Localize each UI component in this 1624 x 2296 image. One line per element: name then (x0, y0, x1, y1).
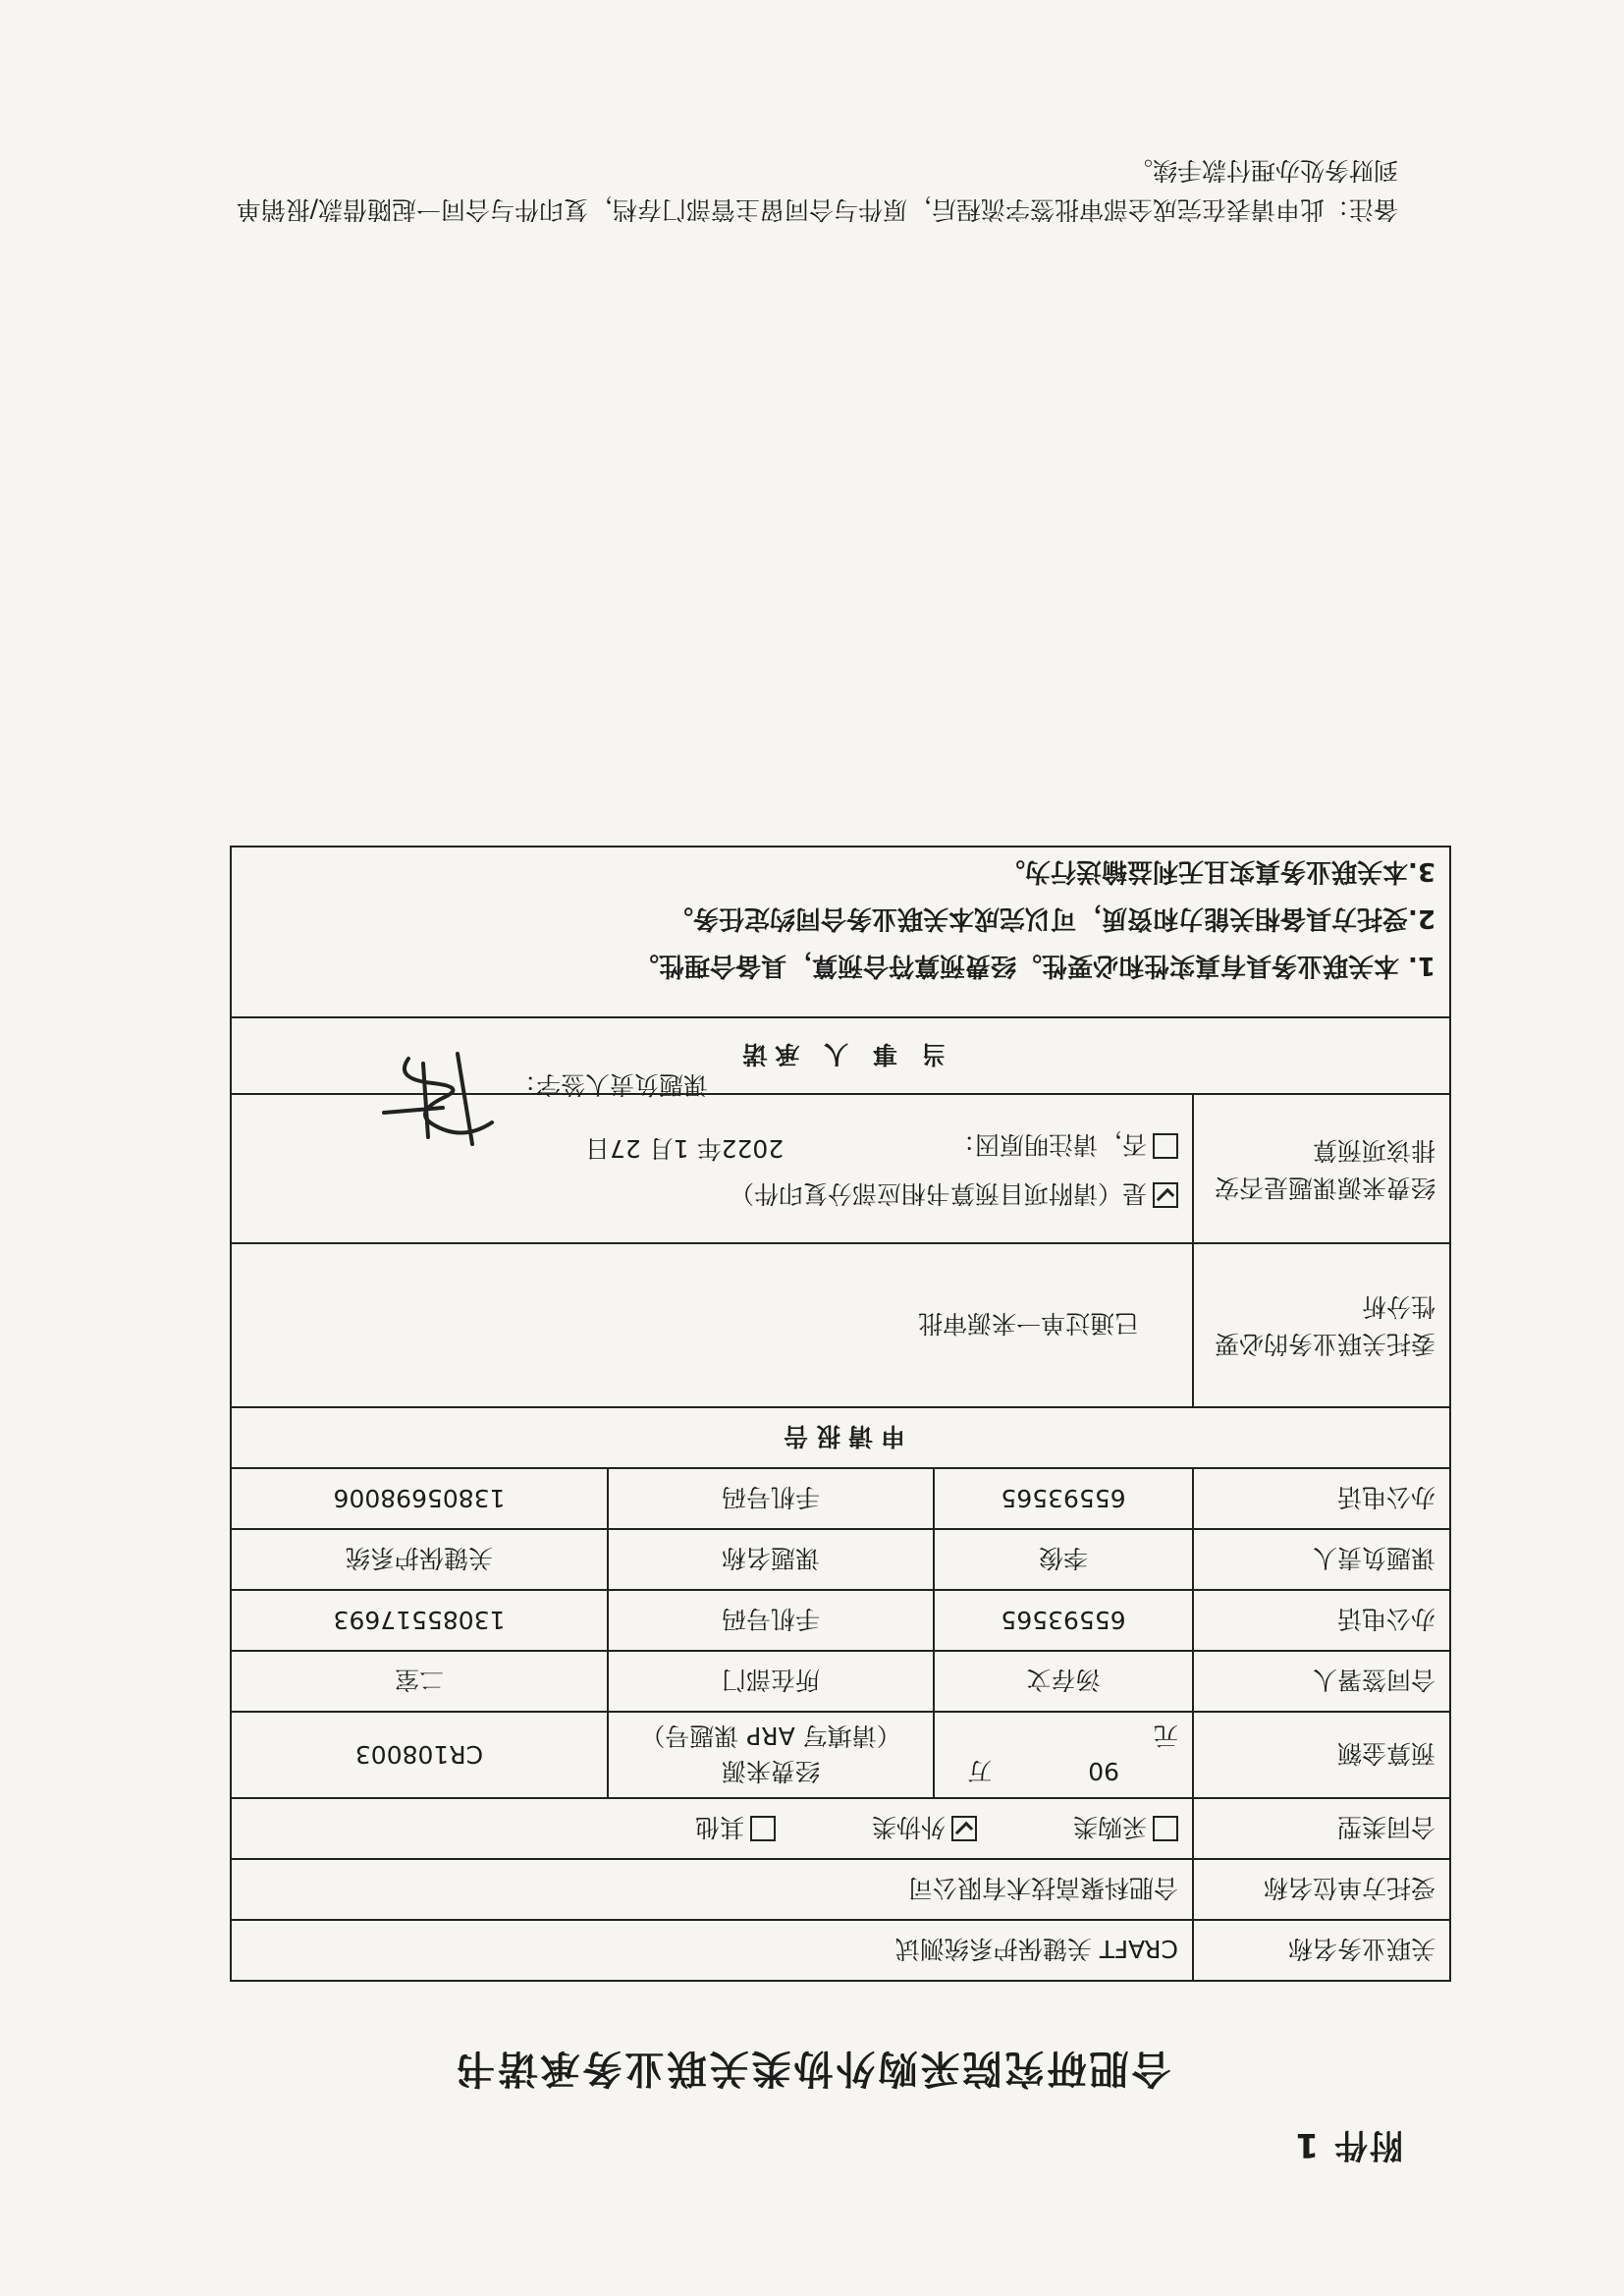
label-budget: 预算金额 (1193, 1712, 1450, 1798)
option-other[interactable]: 其他 (695, 1811, 776, 1846)
label-business-name: 关联业务名称 (1193, 1920, 1450, 1981)
option-funding-no[interactable]: 否，请注明原因： (245, 1120, 1178, 1169)
row-application-title (231, 1407, 1450, 1468)
value-necessity: 已通过单一来源审批 (231, 1243, 1193, 1407)
value-signer-office-phone: 65593565 (934, 1590, 1193, 1651)
pledge-item-3: 3.本关联业务真实且无利益输送行为。 (1000, 856, 1435, 886)
label-funding-check: 经费来源课题是否安排该项预算 (1193, 1094, 1450, 1243)
value-entrusted-unit: 合肥科聚高技术有限公司 (231, 1859, 1193, 1920)
label-leader-office-phone: 办公电话 (1193, 1468, 1450, 1529)
value-business-name: CRAFT 关键保护系统测试 (231, 1920, 1193, 1981)
label-dept: 所在部门 (608, 1651, 934, 1712)
row-project-leader (231, 1529, 1450, 1590)
row-business-name (231, 1920, 1450, 1981)
document-title: 合肥研究院采购外协类关联业务承诺书 (453, 2046, 1171, 2091)
signature-date: 2022年 1月 27日 (584, 1134, 785, 1163)
handwritten-signature (374, 1044, 502, 1152)
value-dept: 二室 (231, 1651, 608, 1712)
row-signer (231, 1651, 1450, 1712)
remark-note: 备注：此申请表在完成全部审批签字流程后，原件与合同留主管部门存档，复印件与合同一起随借款/报销单到财务处办理付款手续。 (236, 156, 1398, 224)
label-funding-source: 经费来源 （请填写 ARP 课题号） (608, 1712, 934, 1798)
label-signer: 合同签署人 (1193, 1651, 1450, 1712)
checkbox-purchase[interactable] (1153, 1816, 1178, 1841)
label-office-phone: 办公电话 (1193, 1590, 1450, 1651)
row-leader-phone (231, 1468, 1450, 1529)
label-mobile: 手机号码 (608, 1590, 934, 1651)
label-project-leader: 课题负责人 (1193, 1529, 1450, 1590)
pledge-item-1: 1. 本关联业务具有真实性和必要性。经费预算符合预算，具备合理性。 (632, 951, 1435, 980)
label-project-name: 课题名称 (608, 1529, 934, 1590)
pledge-form-table (230, 846, 1451, 1982)
value-project-leader: 李俊 (934, 1529, 1193, 1590)
section-pledge-title: 当 事 人 承诺 (231, 1017, 1450, 1094)
label-entrusted-unit: 受托方单位名称 (1193, 1859, 1450, 1920)
value-signer-mobile: 13085517693 (231, 1590, 608, 1651)
value-budget (934, 1712, 1193, 1798)
signature-block (232, 847, 1449, 1383)
funding-source-hint: （请填写 ARP 课题号） (640, 1722, 901, 1750)
option-funding-yes[interactable]: 是（请附项目预算书相应部分复印件） (245, 1169, 1178, 1218)
label-leader-mobile: 手机号码 (608, 1468, 934, 1529)
label-contract-type: 合同类型 (1193, 1798, 1450, 1859)
value-leader-mobile: 13805698006 (231, 1468, 608, 1529)
value-funding-source: CR108003 (231, 1712, 608, 1798)
row-pledge-content (231, 847, 1450, 1017)
budget-amount: 90 (1088, 1757, 1119, 1785)
checkbox-outsourcing[interactable] (951, 1816, 977, 1841)
attachment-label: 附件 1 (1293, 2125, 1403, 2164)
value-leader-office-phone: 65593565 (934, 1468, 1193, 1529)
value-project-name: 关键保护系统 (231, 1529, 608, 1590)
row-entrusted-unit (231, 1859, 1450, 1920)
label-necessity: 委托关联业务的必要性分析 (1193, 1243, 1450, 1407)
pledge-item-2: 2.受托方具备相关能力和资质，可以完成本关联业务合同约定任务。 (668, 903, 1435, 933)
option-outsourcing[interactable]: 外协类 (872, 1811, 977, 1846)
row-budget (231, 1712, 1450, 1798)
signature-label: 课题负责人签字： (511, 1070, 708, 1099)
row-signer-phone (231, 1590, 1450, 1651)
option-purchase[interactable]: 采购类 (1073, 1811, 1178, 1846)
value-signer: 汤存文 (934, 1651, 1193, 1712)
checkbox-other[interactable] (750, 1816, 776, 1841)
budget-unit: 万元 (967, 1722, 1178, 1785)
contract-type-options (231, 1798, 1193, 1859)
row-contract-type (231, 1798, 1450, 1859)
section-application-title: 申请报告 (231, 1407, 1450, 1468)
